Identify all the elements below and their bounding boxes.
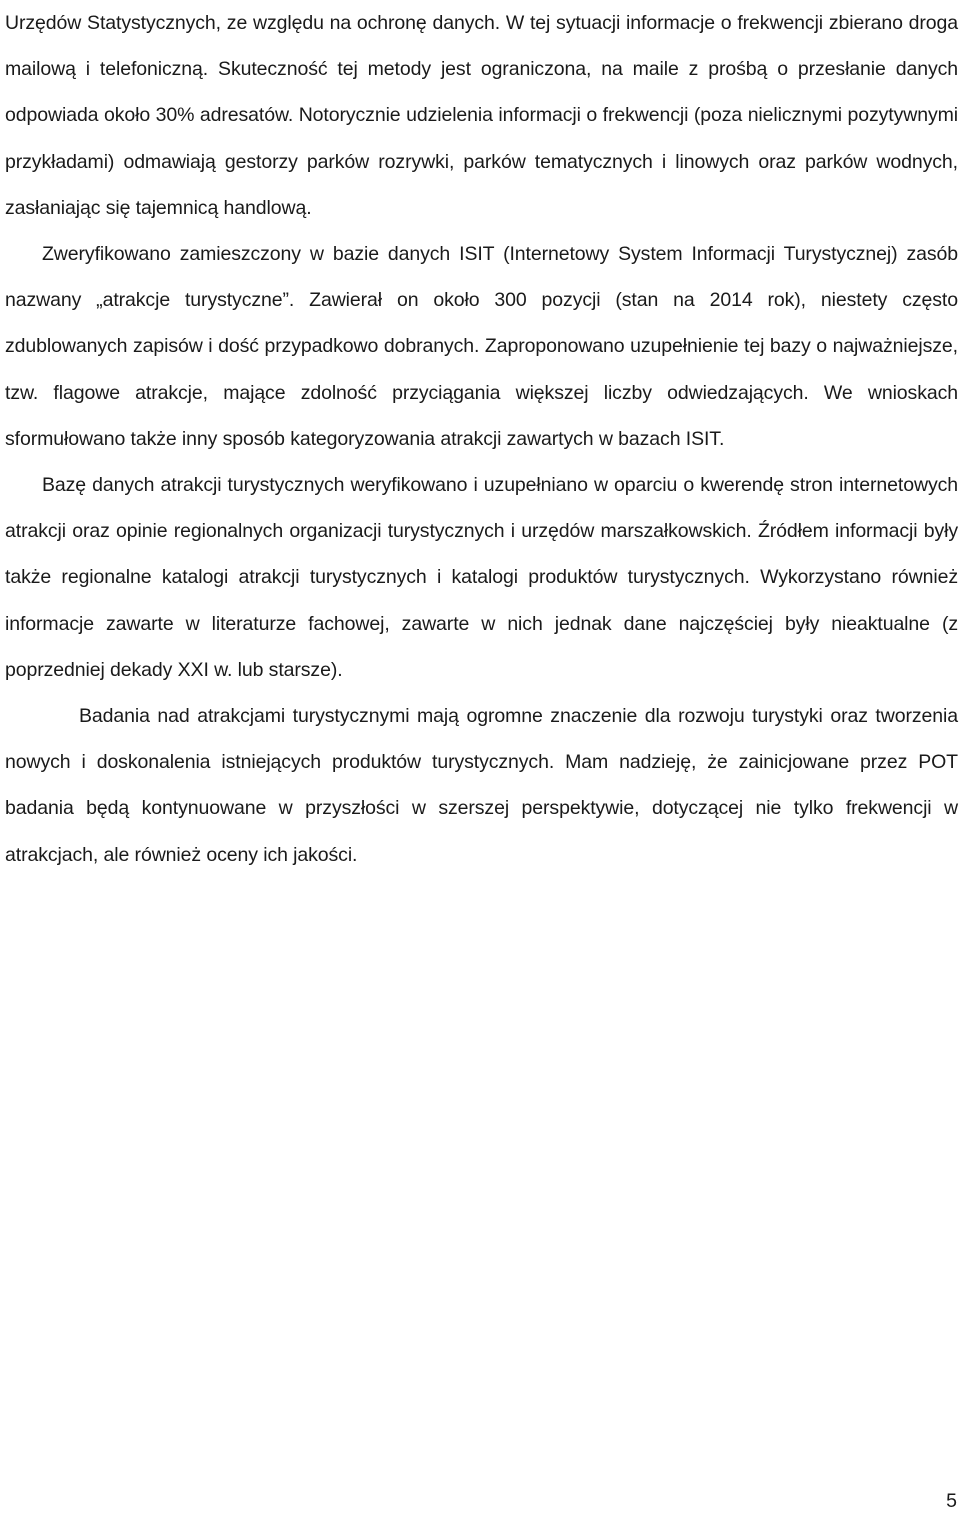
- paragraph-isit-verification: Zweryfikowano zamieszczony w bazie danych ISIT (Internetowy System Informacji Turystycznej) zasób nazwany „atrakcje turystyczne”. Zawierał on około 300 pozycji (stan na 2014 rok), niestety często zdublowanych zapisów i dość przypadkowo dobranych. Zaproponowano uzupełnienie tej bazy o najważniejsze, tzw. flagowe atrakcje, mające zdolność przyciągania większej liczby odwiedzających. We wnioskach sformułowano także inny sposób kategoryzowania atrakcji zawartych w bazach ISIT.: [5, 243, 958, 450]
- paragraph-frequency-collection: Urzędów Statystycznych, ze względu na ochronę danych. W tej sytuacji informacje o frekwencji zbierano droga mailową i telefoniczną. Skuteczność tej metody jest ograniczona, na maile z prośbą o przesłanie danych odpowiada około 30% adresatów. Notorycznie udzielenia informacji o frekwencji (poza nielicznymi pozytywnymi przykładami) odmawiają gestorzy parków rozrywki, parków tematycznych i linowych oraz parków wodnych, zasłaniając się tajemnicą handlową.: [5, 12, 958, 219]
- page-number: 5: [946, 1490, 957, 1512]
- paragraph-conclusion: Badania nad atrakcjami turystycznymi mają ogromne znaczenie dla rozwoju turystyki oraz tworzenia nowych i doskonalenia istniejących produktów turystycznych. Mam nadzieję, że zainicjowane przez POT badania będą kontynuowane w przyszłości w szerszej perspektywie, dotyczącej nie tylko frekwencji w atrakcjach, ale również oceny ich jakości.: [5, 705, 958, 866]
- document-body: [5, 0, 958, 878]
- paragraph-database-sources: Bazę danych atrakcji turystycznych weryfikowano i uzupełniano w oparciu o kwerendę stron internetowych atrakcji oraz opinie regionalnych organizacji turystycznych i urzędów marszałkowskich. Źródłem informacji były także regionalne katalogi atrakcji turystycznych i katalogi produktów turystycznych. Wykorzystano również informacje zawarte w literaturze fachowej, zawarte w nich jednak dane najczęściej były nieaktualne (z poprzedniej dekady XXI w. lub starsze).: [5, 474, 958, 681]
